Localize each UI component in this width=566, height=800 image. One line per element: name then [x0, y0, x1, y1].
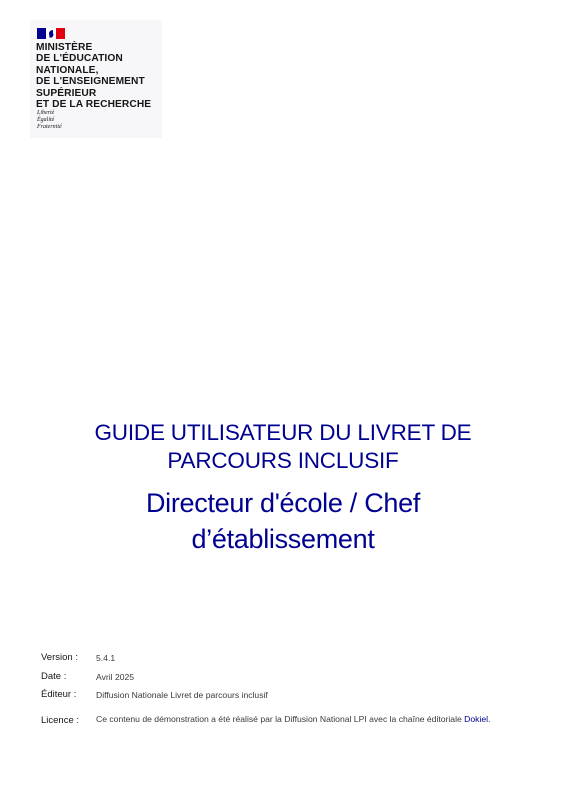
licence-label: Licence :	[41, 715, 80, 726]
ministry-line: ET DE LA RECHERCHE	[36, 99, 152, 111]
title-line-2: PARCOURS INCLUSIF	[167, 448, 399, 473]
title-line-1: GUIDE UTILISATEUR DU LIVRET DE	[94, 420, 472, 445]
motto-line: Égalité	[37, 117, 55, 123]
editor-label: Éditeur :	[41, 689, 77, 700]
version-value: 5.4.1	[96, 653, 116, 663]
document-title	[0, 419, 566, 475]
ministry-line: SUPÉRIEUR	[36, 87, 97, 99]
document-subtitle	[0, 485, 566, 557]
licence-suffix: .	[488, 714, 491, 724]
ministry-line: NATIONALE,	[36, 64, 99, 76]
republic-motto	[37, 110, 62, 131]
marianne-icon	[47, 29, 55, 38]
ministry-line: DE L'ÉDUCATION	[36, 53, 123, 65]
date-label: Date :	[41, 671, 67, 682]
ministry-name	[36, 42, 160, 110]
licence-value	[96, 714, 490, 724]
date-value: Avril 2025	[96, 672, 135, 682]
ministry-line: MINISTÈRE	[36, 42, 93, 53]
motto-line: Liberté	[37, 110, 55, 116]
french-flag	[37, 28, 65, 39]
dokiel-link[interactable]: Dokiel	[464, 714, 489, 724]
licence-text: Ce contenu de démonstration a été réalisé par la Diffusion National LPI avec la chaîne éditoriale	[96, 714, 465, 724]
ministry-line: DE L'ENSEIGNEMENT	[36, 76, 145, 88]
ministry-logo	[30, 20, 162, 138]
motto-line: Fraternité	[37, 124, 62, 130]
subtitle-line-1: Directeur d'école / Chef	[145, 488, 421, 518]
subtitle-line-2: d’établissement	[191, 524, 375, 554]
version-label: Version :	[41, 652, 78, 663]
editor-value: Diffusion Nationale Livret de parcours inclusif	[96, 690, 268, 700]
